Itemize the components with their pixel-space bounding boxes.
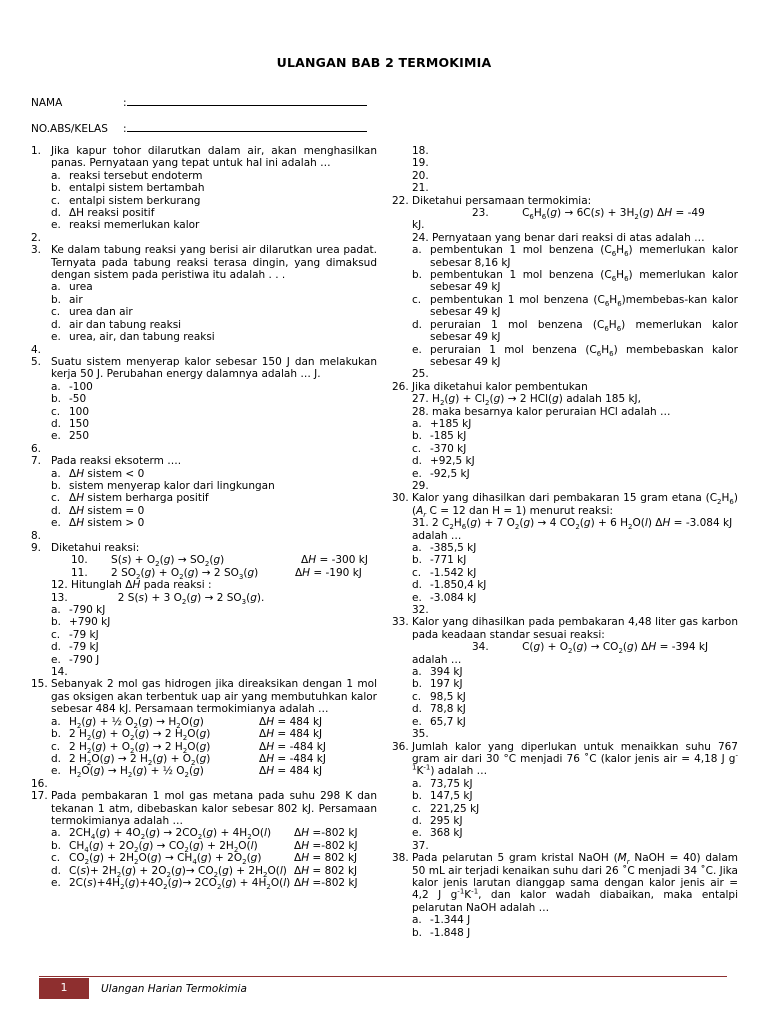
question-7: 7. Pada reaksi eksoterm ….: [31, 455, 182, 468]
question-36: 36. Jumlah kalor yang diperlukan untuk menaikkan suhu 767 gram air dari 30 °C menjadi 76 ˚C (kalor jenis air = 4,18 J $g^{-1}K^{-1}$) adalah …: [392, 740, 738, 778]
question-17: 17. Pada pembakaran 1 mol gas metana pada suhu 298 K dan tekanan 1 atm, dibebaskan kalor sebesar 802 kJ. Persamaan termokimianya adalah …: [31, 790, 377, 827]
footer-title: Ulangan Harian Termokimia: [101, 983, 247, 995]
footer-rule: [39, 976, 727, 977]
page-title: ULANGAN BAB 2 TERMOKIMIA: [276, 55, 492, 70]
name-field[interactable]: NAMA :: [31, 96, 367, 109]
question-22: 22. Diketahui persamaan termokimia:: [392, 194, 592, 207]
name-label: NAMA: [31, 97, 63, 109]
question-3: 3. Ke dalam tabung reaksi yang berisi air dilarutkan urea padat. Ternyata pada tabung reaksi terasa dingin, yang dimaksud dengan sistem pada peristiwa itu adalah . . .: [31, 244, 377, 282]
question-38: 38. Pada pelarutan 5 gram kristal NaOH ($M_r$ NaOH = 40) dalam 50 mL air terjadi kenaikan suhu dari 26 ˚C menjadi 34 ˚C. Jika kalor jenis larutan dianggap sama dengan kalor jenis air = 4,2 J $g^{-1}K^{-1}$, dan kalor wadah diabaikan, maka entalpi pelarutan NaOH adalah …: [392, 852, 739, 914]
question-5: 5. Suatu sistem menyerap kalor sebesar 150 J dan melakukan kerja 50 J. Perubahan energy dalamnya adalah … J.: [31, 355, 377, 381]
page-number: 1: [60, 981, 68, 994]
class-label: NO.ABS/KELAS: [31, 123, 108, 135]
right-column: 18. 19. 20. 21. 22. Diketahui persamaan termokimia: 23. $C_6H_6(g) \to 6C(s) + 3H_2(g) \Delta H = -49$ kJ. 24. Pernyataan yang benar dari reaksi di atas adalah … a. pembentukan 1 mol benzena $(C_6H_6)$ memerlukan kalor sebesar 8,16 kJ b. pembentukan 1 mol benzena $(C_6H_6)$ memerlukan kalor sebesar 49 kJ c. pembentukan 1 mol benzena $(C_6H_6)membebas$-kan kalor sebesar 49 kJ d. peruraian 1 mol benzena $(C_6H_6)$ memerlukan kalor sebesar 49 kJ e. peruraian 1 mol benzena $(C_6H_6)$ membebaskan kalor sebesar 49 kJ 25. 26. Jika diketahui kalor pembentukan 27. $H_2(g) + Cl_2(g) \to 2$ HCl(g) adalah 185 kJ, 28. maka besarnya kalor peruraian HCl adalah … a. +185 kJ b. -185 kJ c. -370 kJ d. +92,5 kJ e. -92,5 kJ 29. 30. Kalor yang dihasilkan dari pembakaran 15 gram etana $(C_2H_6)$ ($A_r$ C = 12 dan H = 1) menurut reaksi: 31. 2 $C_2H_6(g) + 7$ $O_2(g) \to 4$ $CO_2(g) + 6$ $H_2O(l) \Delta H = -3.084$ kJ adalah … a. -385,5 kJ b. -771 kJ c. -1.542 kJ d. -1.850,4 kJ e. -3.084 kJ 32. 33. Kalor yang dihasilkan pada pembakaran 4,48 liter gas karbon pada keadaan standar sesuai reaksi: 34. $C(g) + O_2(g) \to CO_2(g) \Delta H = -394$ kJ adalah … a. 394 kJ b. 197 kJ c. 98,5 kJ d. 78,8 kJ e. 65,7 kJ 35. 36. Jumlah kalor yang diperlukan untuk menaikkan suhu 767 gram air dari 30 °C menjadi 76 ˚C (kalor jenis air = 4,18 J $g^{-1}K^{-1}$) adalah … a. 73,75 kJ b. 147,5 kJ c. 221,25 kJ d. 295 kJ e. 368 kJ 37. 38. Pada pelarutan 5 gram kristal NaOH ($M_r$ NaOH = 40) dalam 50 mL air terjadi kenaikan suhu dari 26 ˚C menjadi 34 ˚C. Jika kalor jenis larutan dianggap sama dengan kalor jenis air = 4,2 J $g^{-1}K^{-1}$, dan kalor wadah diabaikan, maka entalpi pelarutan NaOH adalah … a. -1.344 J b. -1.848 J: [392, 145, 739, 939]
left-column: 1. Jika kapur tohor dilarutkan dalam air, akan menghasilkan panas. Pernyataan yang tepat untuk hal ini adalah … a. reaksi tersebut endoterm b. entalpi sistem bertambah c. entalpi sistem berkurang d. ΔH reaksi positif e. reaksi memerlukan kalor 2. 3. Ke dalam tabung reaksi yang berisi air dilarutkan urea padat. Ternyata pada tabung reaksi terasa dingin, yang dimaksud dengan sistem pada peristiwa itu adalah . . . a. urea b. air c. urea dan air d. air dan tabung reaksi e. urea, air, dan tabung reaksi 4. 5. Suatu sistem menyerap kalor sebesar 150 J dan melakukan kerja 50 J. Perubahan energy dalamnya adalah … J. a. -100 b. -50 c. 100 d. 150 e. 250 6. 7. Pada reaksi eksoterm …. a. ΔH sistem < 0 b. sistem menyerap kalor dari lingkungan c. ΔH sistem berharga positif d. ΔH sistem = 0 e. ΔH sistem > 0 8. 9. Diketahui reaksi: 10. $S(s) + O_2(g) \to SO_2(g)$ ΔH = -300 kJ 11. 2 $SO_2(g) + O_2(g) \to 2$ $SO_3(g)$ ΔH = -190 kJ 12. Hitunglah ΔH pada reaksi : 13. 2 S(s) + 3 $O_2(g) \to 2$ $SO_3(g)$. a. -790 kJ b. +790 kJ c. -79 kJ d. -79 kJ e. -790 J 14. 15. Sebanyak 2 mol gas hidrogen jika direaksikan dengan 1 mol gas oksigen akan terbentuk uap air yang membutuhkan kalor sebesar 484 kJ. Persamaan termokimianya adalah … a. $H_2(g)$ + ½ $O_2(g) \to H_2O(g) \Delta H = 484$ kJ b. 2 $H_2(g) + O_2(g) \to 2$ $H_2O(g) \Delta H = 484$ kJ c. 2 $H_2(g) + O_2(g) \to 2$ $H_2O(g) \Delta H = -484$ kJ d. 2 $H_2O(g) \to 2$ $H_2(g) + O_2(g) \Delta H = -484$ kJ e. $H_2O(g) \to H_2(g)$ + ½ $O_2(g) \Delta H = 484$ kJ 16. 17. Pada pembakaran 1 mol gas metana pada suhu 298 K dan tekanan 1 atm, dibebaskan kalor sebesar 802 kJ. Persamaan termokimianya adalah … a. $2CH_4(g) + 4O_2(g) \to 2CO_2(g) + 4H_2O(l)$ ΔH =-802 kJ b. $CH_4(g) + 2O_2(g) \to CO_2(g) + 2H_2O(l)$ ΔH =-802 kJ c. $CO_2(g) + 2H_2O(g) \to CH_4(g) + 2O_2(g) \Delta H = 802$ kJ d. $C(s)+ 2H_2(g) + 2O_2(g)\to CO_2(g) + 2H_2O(l) \Delta H = 802$ kJ e. $2C(s)+4H_2(g)+4O_2(g)\to 2CO_2(g) + 4H_2O(l)$ ΔH =-802 kJ: [31, 145, 377, 892]
question-1: 1. Jika kapur tohor dilarutkan dalam air, akan menghasilkan panas. Pernyataan yang tepat untuk hal ini adalah …: [31, 145, 377, 170]
question-30: 30. Kalor yang dihasilkan dari pembakaran 15 gram etana $(C_2H_6)$ ($A_r$ C = 12 dan H = 1) menurut reaksi:: [392, 492, 738, 519]
question-9: 9. Diketahui reaksi:: [31, 542, 140, 554]
question-26: 26. Jika diketahui kalor pembentukan: [392, 380, 588, 393]
class-field[interactable]: NO.ABS/KELAS :: [31, 122, 367, 135]
question-33: 33. Kalor yang dihasilkan pada pembakaran 4,48 liter gas karbon pada keadaan standar sesuai reaksi:: [392, 616, 738, 641]
question-15: 15. Sebanyak 2 mol gas hidrogen jika direaksikan dengan 1 mol gas oksigen akan terbentuk uap air yang membutuhkan kalor sebesar 484 kJ. Persamaan termokimianya adalah …: [31, 678, 377, 716]
